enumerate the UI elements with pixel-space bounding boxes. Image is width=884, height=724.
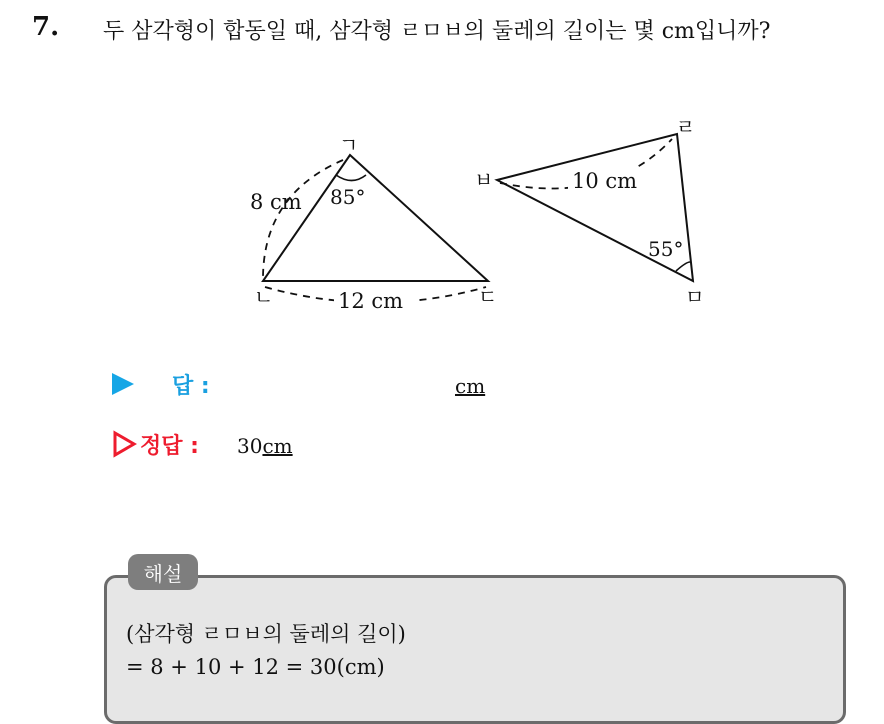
question-number: 7. (32, 12, 60, 42)
question-text: 두 삼각형이 합동일 때, 삼각형 ㄹㅁㅂ의 둘레의 길이는 몇 cm입니까? (103, 19, 771, 44)
vertex-label-t2-top: ㄹ (676, 115, 696, 139)
triangle-1 (263, 155, 488, 281)
solution-value (237, 434, 293, 458)
explanation-tab: 해설 (128, 554, 198, 590)
angle-arc-bottom (676, 262, 690, 271)
side-label-t1-bottom: 12 cm (338, 289, 404, 313)
explanation-line-1: (삼각형 ㄹㅁㅂ의 둘레의 길이) (126, 622, 406, 646)
explanation-box (104, 575, 846, 724)
vertex-label-t1-top: ㄱ (339, 133, 359, 157)
solution-arrow-icon (112, 430, 138, 458)
vertex-label-t1-right: ㄷ (478, 285, 498, 309)
answer-unit: cm (455, 374, 486, 398)
side-label-t2-top: 10 cm (572, 169, 638, 193)
side-label-t1-left: 8 cm (250, 190, 302, 214)
answer-label: 답 : (172, 374, 210, 399)
angle-label-t2-bottom: 55° (648, 237, 684, 261)
angle-arc-top (336, 175, 366, 181)
vertex-label-t2-left: ㅂ (474, 168, 494, 192)
solution-number: 30 (237, 434, 263, 458)
triangle-figure (0, 0, 884, 340)
explanation-line-2: = 8 + 10 + 12 = 30(cm) (126, 655, 385, 679)
solution-unit: cm (262, 434, 293, 458)
vertex-label-t1-left: ㄴ (254, 285, 274, 309)
angle-label-t1-top: 85° (330, 185, 366, 209)
solution-label: 정답 : (140, 434, 199, 459)
vertex-label-t2-bottom: ㅁ (685, 285, 705, 309)
answer-arrow-icon (112, 373, 134, 395)
